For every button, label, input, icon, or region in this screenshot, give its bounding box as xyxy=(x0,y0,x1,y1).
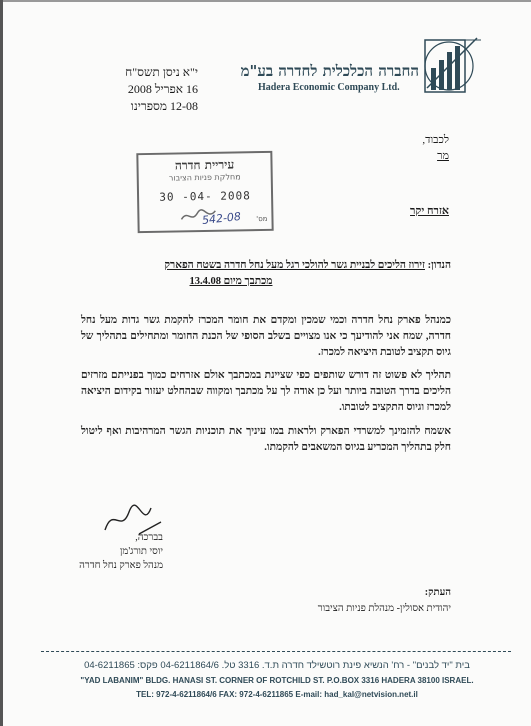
footer-divider xyxy=(41,651,511,652)
cc-block xyxy=(318,585,451,617)
footer-contact: TEL: 972-4-6211864/6 FAX: 972-4-6211865 E-mail: had_kal@netvision.net.il xyxy=(136,690,418,699)
stamp-date: 30 -04- 2008 xyxy=(159,189,251,204)
recipient-block xyxy=(422,132,449,164)
stamp-handwritten-number: 542-08 xyxy=(201,209,242,228)
date-block xyxy=(73,64,198,115)
recipient-to: לכבוד, xyxy=(422,134,449,146)
cc-recipient: יהודית אסולין- מנהלת פניות הציבור xyxy=(317,603,451,614)
signer-closing: בברכה, xyxy=(135,532,163,543)
body-paragraph-1: כמנהל פארק נחל חדרה וכמי שמכין ומקדם את חומר המכרז להקמת גשר גדות מעל נחל חדרה, שמח אני להודיעך כי אנו מצויים בשלב הסופי של הכנת החומר ומתחילים בתהליך של גיוס תקציב לטובת היציאה למכרז. xyxy=(81,315,451,358)
gregorian-date: 16 אפריל 2008 xyxy=(127,82,198,96)
body-paragraph-3: אשמח להזמינך למשרדי הפארק ולראות במו עיניך את תוכניות הגשר המרהיבות ואף ליטול חלק בתהליך המכריע בגיוס המשאבים להקמתו. xyxy=(81,426,451,453)
signer-block xyxy=(79,531,163,573)
subject-line-1: זירוז הליכים לבניית גשר להולכי רגל מעל נחל חדרה בשטח הפארק xyxy=(164,260,425,271)
company-name-hebrew: החברה הכלכלית לחדרה בע"מ xyxy=(240,62,419,80)
signer-name: יוסי תורג'מן xyxy=(119,546,163,557)
stamp-subtitle: מחלקת פניות הציבור xyxy=(168,172,241,183)
subject-block xyxy=(71,258,451,290)
footer-hebrew-address: בית "יד לבנים" - רח' הנשיא פינת רוטשילד חדרה ת.ד. 3316 טל. 04-6211864/6 פקס: 04-6211865 xyxy=(84,660,470,671)
body-paragraph-2: תהליך לא פשוט זה דורש שותפים כפי שציינת במכתבך אולם אזרחים כמוך בפנייתם מזרזים הליכים בדרך הטובה ביותר ועל כן אודה לך על מכתבך ומקווה שבהחלט יעזור בקידום היציאה למכרז וגיוס התקציב לטובתו. xyxy=(81,370,451,413)
greeting: אזרח יקר xyxy=(410,205,449,217)
subject-line-2: מכתבך מיום 13.4.08 xyxy=(189,276,273,287)
hebrew-date: י"א ניסן תשס"ח xyxy=(125,65,198,79)
cc-label: העתק: xyxy=(424,587,451,598)
subject-label: הנדון: xyxy=(427,260,451,271)
recipient-title: מר xyxy=(437,150,449,162)
stamp-number-label: מס' xyxy=(256,214,268,224)
reference-number: 12-08 מספרינו xyxy=(130,99,198,113)
top-edge xyxy=(3,0,531,2)
footer-english-address: "YAD LABANIM" BLDG. HANASI ST. CORNER OF ROTCHILD ST. P.O.BOX 3316 HADERA 38100 ISRAEL. xyxy=(80,676,474,685)
signer-role: מנהל פארק נחל חדרה xyxy=(79,560,163,571)
company-logo-icon xyxy=(421,32,485,96)
stamp-title: עיריית חדרה xyxy=(174,157,235,173)
company-name-english: Hadera Economic Company Ltd. xyxy=(258,82,400,93)
